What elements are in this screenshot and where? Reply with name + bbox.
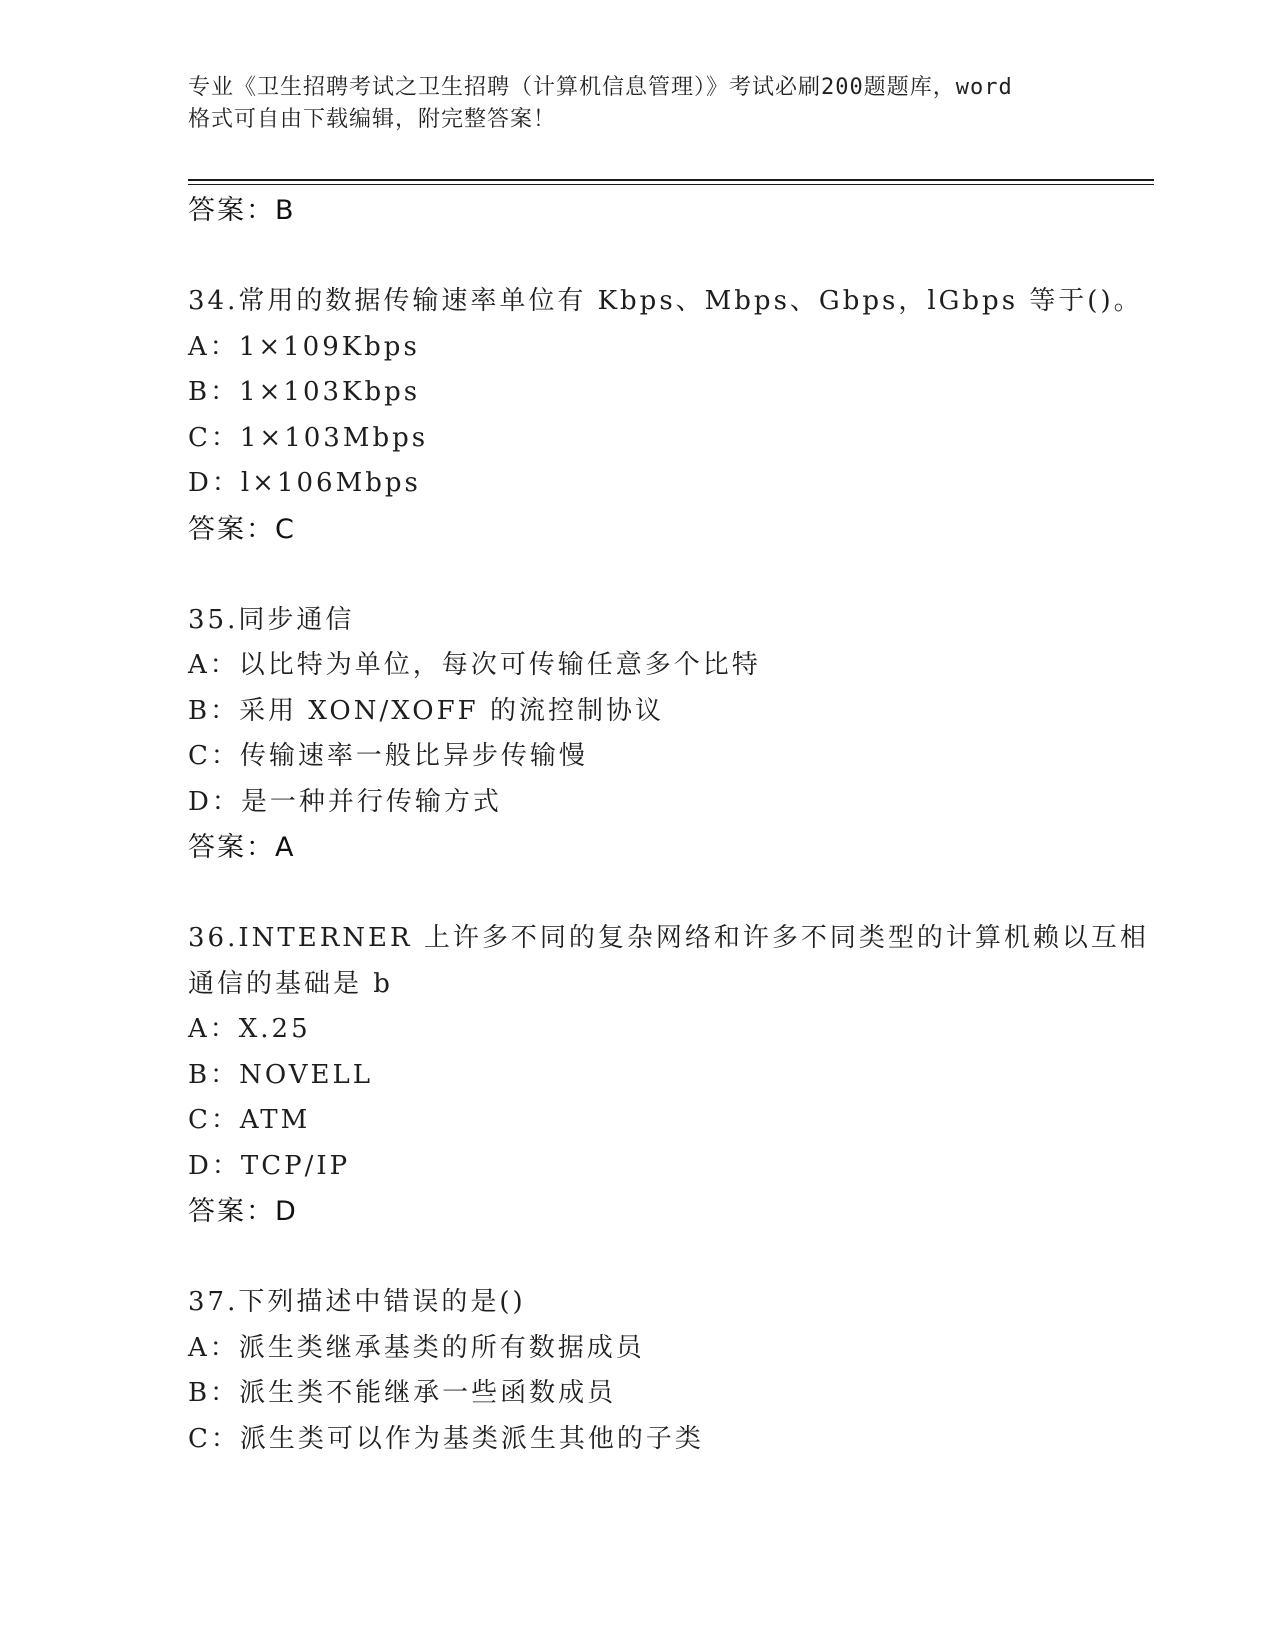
spacer <box>188 1235 1138 1281</box>
option-a: A：1×109Kbps <box>188 331 420 362</box>
answer-label: 答案：C <box>188 513 296 545</box>
question-text-line-2: 通信的基础是 b <box>188 968 393 999</box>
question-block-37 <box>188 1280 1138 1462</box>
question-block-36 <box>188 916 1149 1235</box>
question-text-line-1: 36.INTERNER 上许多不同的复杂网络和许多不同类型的计算机赖以互相 <box>188 923 1149 953</box>
document-header <box>188 72 1088 136</box>
option-b: B：采用 XON/XOFF 的流控制协议 <box>188 695 664 726</box>
option-d: D：l×106Mbps <box>188 468 421 498</box>
question-block-34 <box>188 279 1143 552</box>
header-divider-thick <box>188 179 1154 181</box>
option-a: A：以比特为单位，每次可传输任意多个比特 <box>188 650 761 680</box>
option-a: A：X.25 <box>188 1014 311 1044</box>
question-text: 35.同步通信 <box>188 604 355 635</box>
previous-answer: 答案：B <box>188 195 296 226</box>
option-c: C：ATM <box>188 1105 311 1135</box>
option-c: C：1×103Mbps <box>188 422 429 453</box>
question-block-35 <box>188 598 1138 871</box>
header-line-1: 专业《卫生招聘考试之卫生招聘（计算机信息管理）》考试必刷200题题库，word <box>188 75 1013 100</box>
option-b: B：派生类不能继承一些函数成员 <box>188 1378 617 1408</box>
option-a: A：派生类继承基类的所有数据成员 <box>188 1332 645 1363</box>
header-line-2: 格式可自由下载编辑，附完整答案！ <box>188 107 557 132</box>
option-b: B：1×103Kbps <box>188 377 421 407</box>
option-d: D：是一种并行传输方式 <box>188 786 502 817</box>
spacer <box>188 234 1138 280</box>
answer-label: 答案：A <box>188 832 296 863</box>
questions-content <box>188 188 1149 1462</box>
header-divider-thin <box>188 184 1154 185</box>
option-c: C：传输速率一般比异步传输慢 <box>188 741 588 771</box>
spacer <box>188 552 1138 598</box>
answer-label: 答案：D <box>188 1196 298 1227</box>
option-c: C：派生类可以作为基类派生其他的子类 <box>188 1423 704 1454</box>
question-text: 37.下列描述中错误的是() <box>188 1287 526 1317</box>
spacer <box>188 871 1138 917</box>
option-d: D：TCP/IP <box>188 1150 351 1181</box>
question-text: 34.常用的数据传输速率单位有 Kbps、Mbps、Gbps，lGbps 等于()。 <box>188 286 1143 316</box>
option-b: B：NOVELL <box>188 1059 374 1090</box>
